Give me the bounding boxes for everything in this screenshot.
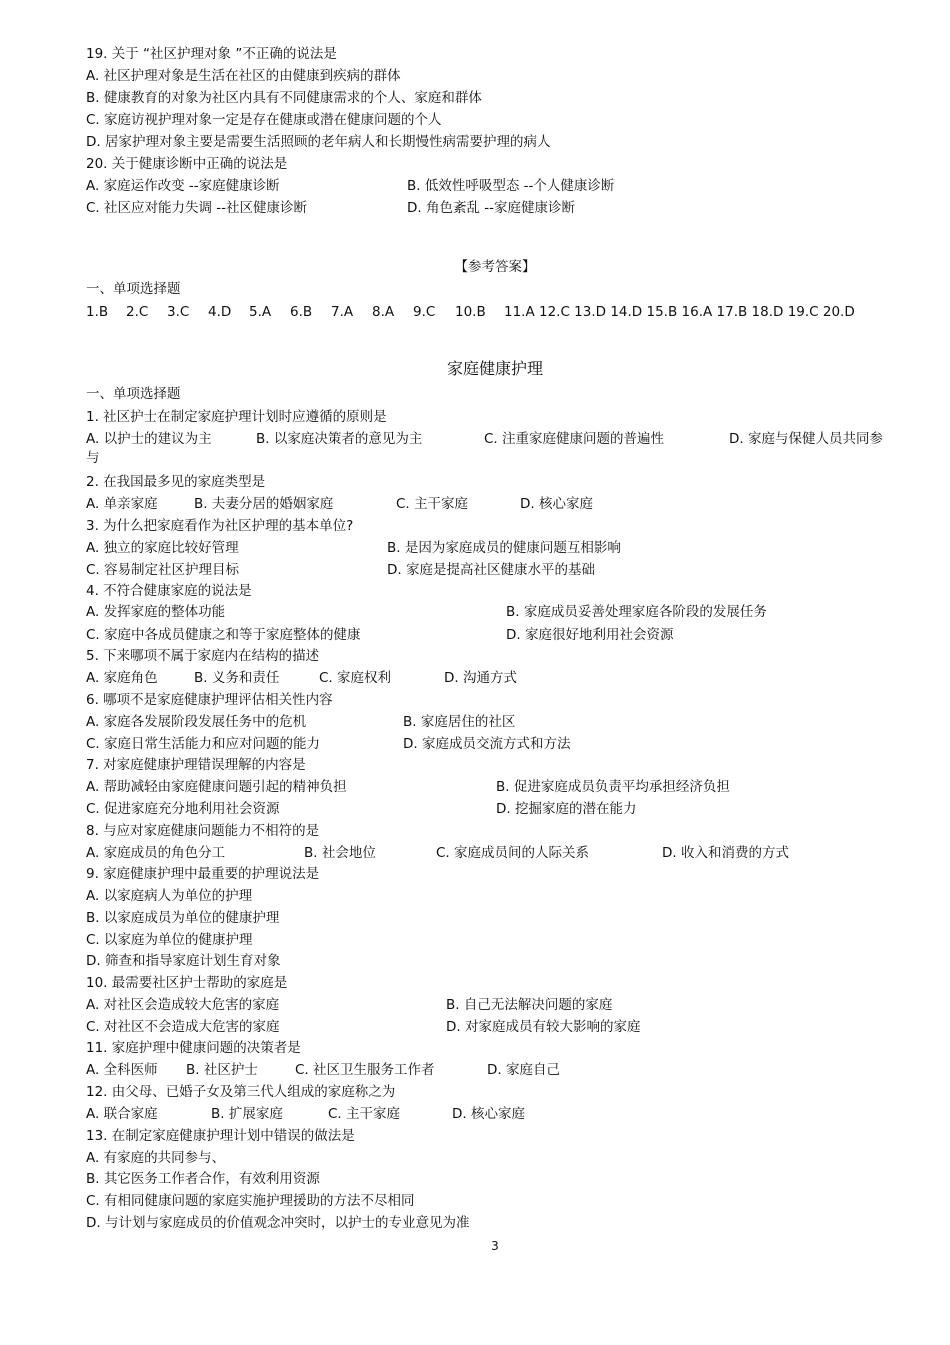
option: A. 家庭角色 <box>86 670 158 686</box>
option: B. 夫妻分居的婚姻家庭 <box>194 496 334 512</box>
option: D. 核心家庭 <box>452 1106 525 1122</box>
option: C. 主干家庭 <box>396 496 469 512</box>
option: D. 收入和消费的方式 <box>662 845 789 861</box>
option: A. 帮助减轻由家庭健康问题引起的精神负担 <box>86 779 347 795</box>
option: C. 注重家庭健康问题的普遍性 <box>484 431 665 447</box>
answer-item: 11.A 12.C 13.D 14.D 15.B 16.A 17.B 18.D 19.C 20.D <box>504 304 855 320</box>
option: B. 其它医务工作者合作，有效利用资源 <box>86 1171 320 1187</box>
option: C. 家庭中各成员健康之和等于家庭整体的健康 <box>86 627 361 643</box>
option: D. 挖掘家庭的潜在能力 <box>496 801 637 817</box>
option: A. 家庭成员的角色分工 <box>86 845 226 861</box>
question-stem: 19. 关于 “社区护理对象 ”不正确的说法是 <box>86 46 337 62</box>
option: C. 家庭成员间的人际关系 <box>436 845 590 861</box>
option: C. 家庭权利 <box>319 670 392 686</box>
option: A. 独立的家庭比较好管理 <box>86 540 239 556</box>
question-stem: 12. 由父母、已婚子女及第三代人组成的家庭称之为 <box>86 1084 396 1100</box>
option: D. 家庭很好地利用社会资源 <box>506 627 674 643</box>
question-stem: 6. 哪项不是家庭健康护理评估相关性内容 <box>86 692 333 708</box>
option: A. 有家庭的共同参与、 <box>86 1150 226 1166</box>
answer-item: 8.A <box>372 304 395 320</box>
answer-item: 2.C <box>126 304 149 320</box>
option: A. 以家庭病人为单位的护理 <box>86 888 253 904</box>
question-stem: 9. 家庭健康护理中最重要的护理说法是 <box>86 866 320 882</box>
question-stem: 20. 关于健康诊断中正确的说法是 <box>86 156 288 172</box>
option: B. 以家庭决策者的意见为主 <box>256 431 423 447</box>
option: B. 扩展家庭 <box>211 1106 283 1122</box>
question-stem: 4. 不符合健康家庭的说法是 <box>86 583 252 599</box>
option: B. 义务和责任 <box>194 670 280 686</box>
option: D. 核心家庭 <box>520 496 593 512</box>
option: A. 对社区会造成较大危害的家庭 <box>86 997 280 1013</box>
option: B. 促进家庭成员负责平均承担经济负担 <box>496 779 730 795</box>
question-stem: 13. 在制定家庭健康护理计划中错误的做法是 <box>86 1128 355 1144</box>
option: D. 对家庭成员有较大影响的家庭 <box>446 1019 641 1035</box>
answer-item: 7.A <box>331 304 354 320</box>
question-stem: 10. 最需要社区护士帮助的家庭是 <box>86 975 288 991</box>
question-stem: 2. 在我国最多见的家庭类型是 <box>86 474 266 490</box>
question-stem: 1. 社区护士在制定家庭护理计划时应遵循的原则是 <box>86 409 387 425</box>
option: C. 家庭访视护理对象一定是存在健康或潜在健康问题的个人 <box>86 112 442 128</box>
option: A. 以护士的建议为主 <box>86 431 212 447</box>
option: D. 与计划与家庭成员的价值观念冲突时，以护士的专业意见为准 <box>86 1215 470 1231</box>
option: A. 家庭运作改变 --家庭健康诊断 <box>86 178 280 194</box>
option: B. 自己无法解决问题的家庭 <box>446 997 613 1013</box>
option: D. 沟通方式 <box>444 670 517 686</box>
option: A. 社区护理对象是生活在社区的由健康到疾病的群体 <box>86 68 401 84</box>
answer-item: 9.C <box>413 304 436 320</box>
question-stem: 11. 家庭护理中健康问题的决策者是 <box>86 1040 301 1056</box>
option: A. 联合家庭 <box>86 1106 158 1122</box>
option: B. 低效性呼吸型态 --个人健康诊断 <box>407 178 615 194</box>
answer-item: 4.D <box>208 304 232 320</box>
option: C. 容易制定社区护理目标 <box>86 562 240 578</box>
option: A. 发挥家庭的整体功能 <box>86 604 226 620</box>
option: C. 促进家庭充分地利用社会资源 <box>86 801 280 817</box>
option: D. 家庭与保健人员共同参 <box>729 431 883 447</box>
answer-item: 6.B <box>290 304 313 320</box>
option: C. 家庭日常生活能力和应对问题的能力 <box>86 736 321 752</box>
answer-item: 1.B <box>86 304 109 320</box>
option: C. 社区卫生服务工作者 <box>295 1062 435 1078</box>
option: B. 家庭成员妥善处理家庭各阶段的发展任务 <box>506 604 767 620</box>
option: C. 对社区不会造成大危害的家庭 <box>86 1019 280 1035</box>
option: B. 家庭居住的社区 <box>403 714 516 730</box>
option: B. 是因为家庭成员的健康问题互相影响 <box>387 540 621 556</box>
option: C. 有相同健康问题的家庭实施护理援助的方法不尽相同 <box>86 1193 415 1209</box>
option: D. 家庭是提高社区健康水平的基础 <box>387 562 595 578</box>
option: A. 单亲家庭 <box>86 496 158 512</box>
question-stem: 5. 下来哪项不属于家庭内在结构的描述 <box>86 648 320 664</box>
option: C. 社区应对能力失调 --社区健康诊断 <box>86 200 308 216</box>
page-number: 3 <box>491 1239 499 1253</box>
answer-item: 5.A <box>249 304 272 320</box>
option: B. 以家庭成员为单位的健康护理 <box>86 910 280 926</box>
option: D. 家庭成员交流方式和方法 <box>403 736 571 752</box>
option: D. 筛查和指导家庭计划生育对象 <box>86 953 281 969</box>
answers-section: 一、单项选择题 <box>86 281 181 297</box>
chapter-title: 家庭健康护理 <box>446 359 543 378</box>
option: A. 全科医师 <box>86 1062 158 1078</box>
question-stem: 3. 为什么把家庭看作为社区护理的基本单位? <box>86 518 354 534</box>
option: D. 居家护理对象主要是需要生活照顾的老年病人和长期慢性病需要护理的病人 <box>86 134 551 150</box>
option: D. 家庭自己 <box>487 1062 560 1078</box>
option-wrap: 与 <box>86 450 100 466</box>
option: D. 角色紊乱 --家庭健康诊断 <box>407 200 576 216</box>
answers-heading: 【参考答案】 <box>454 259 536 275</box>
option: B. 健康教育的对象为社区内具有不同健康需求的个人、家庭和群体 <box>86 90 482 106</box>
option: B. 社会地位 <box>304 845 376 861</box>
option: B. 社区护士 <box>186 1062 258 1078</box>
option: A. 家庭各发展阶段发展任务中的危机 <box>86 714 307 730</box>
question-stem: 7. 对家庭健康护理错误理解的内容是 <box>86 757 306 773</box>
answer-item: 3.C <box>167 304 190 320</box>
answer-item: 10.B <box>455 304 486 320</box>
option: C. 主干家庭 <box>328 1106 401 1122</box>
option: C. 以家庭为单位的健康护理 <box>86 932 253 948</box>
question-stem: 8. 与应对家庭健康问题能力不相符的是 <box>86 823 320 839</box>
chapter-section: 一、单项选择题 <box>86 386 181 402</box>
